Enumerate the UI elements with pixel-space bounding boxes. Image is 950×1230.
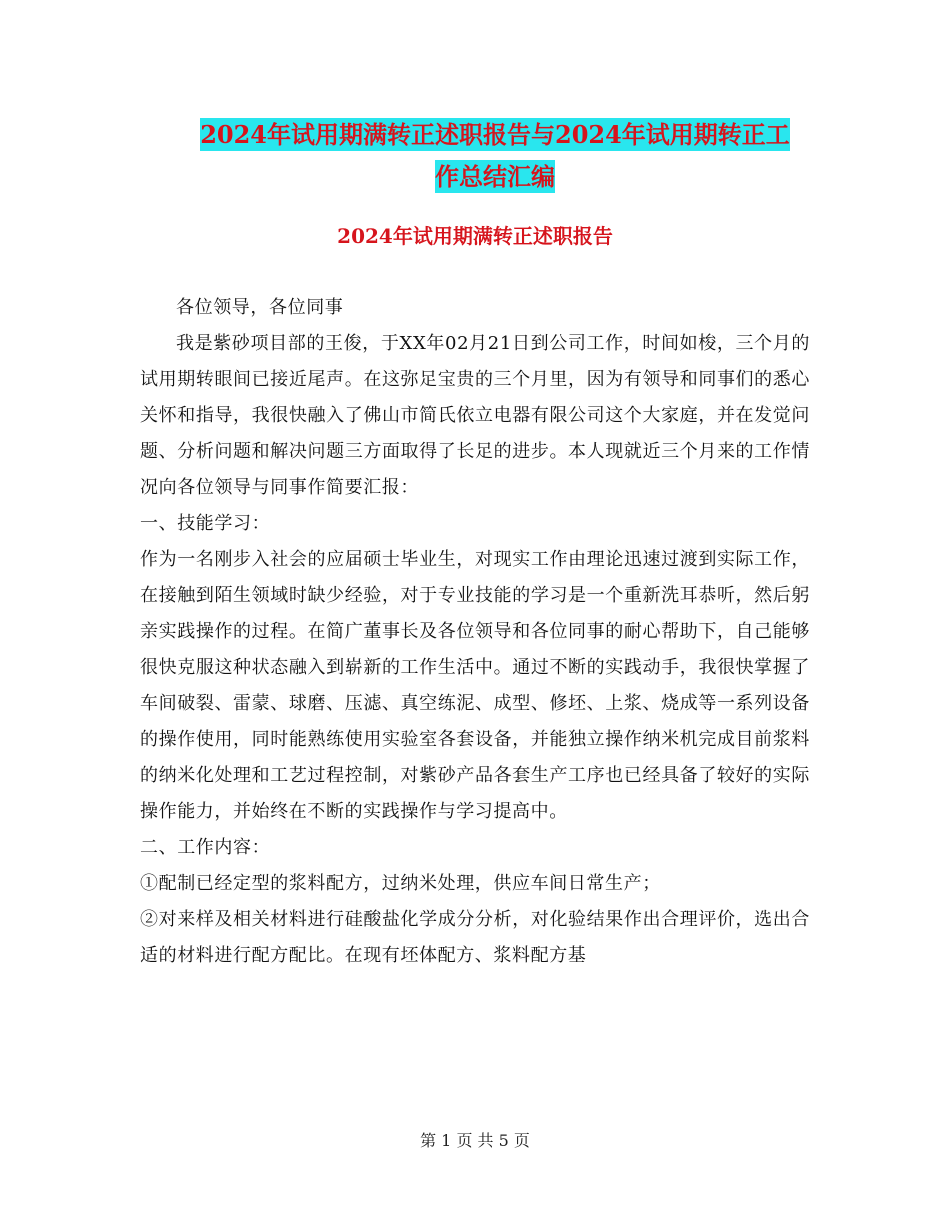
skill-learning-paragraph: 作为一名刚步入社会的应届硕士毕业生，对现实工作由理论迅速过渡到实际工作，在接触到陌生领域时缺少经验，对于专业技能的学习是一个重新洗耳恭听，然后躬亲实践操作的过程。在简广董事长及各位领导和各位同事的耐心帮助下，自己能够很快克服这种状态融入到崭新的工作生活中。通过不断的实践动手，我很快掌握了车间破裂、雷蒙、球磨、压滤、真空练泥、成型、修坯、上浆、烧成等一系列设备的操作使用，同时能熟练使用实验室各套设备，并能独立操作纳米机完成目前浆料的纳米化处理和工艺过程控制，对紫砂产品各套生产工序也已经具备了较好的实际操作能力，并始终在不断的实践操作与学习提高中。 — [140, 549, 810, 822]
section-title: 2024年试用期满转正述职报告 — [337, 224, 613, 248]
work-item-1: ①配制已经定型的浆料配方，过纳米处理，供应车间日常生产； — [140, 873, 661, 894]
main-title-line-1: 2024年试用期满转正述职报告与2024年试用期转正工 — [200, 120, 790, 149]
heading-skill-learning: 一、技能学习： — [140, 513, 271, 534]
work-item-2: ②对来样及相关材料进行硅酸盐化学成分分析，对化验结果作出合理评价，选出合适的材料进行配方配比。在现有坯体配方、浆料配方基 — [140, 909, 810, 966]
main-title-line-2: 作总结汇编 — [435, 162, 555, 191]
heading-work-content: 二、工作内容： — [140, 837, 271, 858]
document-body — [140, 290, 810, 974]
document-main-title — [140, 114, 850, 198]
salutation: 各位领导，各位同事 — [176, 297, 344, 318]
page-footer: 第 1 页 共 5 页 — [420, 1131, 530, 1150]
intro-paragraph: 我是紫砂项目部的王俊，于XX年02月21日到公司工作，时间如梭，三个月的试用期转眼间已接近尾声。在这弥足宝贵的三个月里，因为有领导和同事们的悉心关怀和指导，我很快融入了佛山市简氏依立电器有限公司这个大家庭，并在发觉问题、分析问题和解决问题三方面取得了长足的进步。本人现就近三个月来的工作情况向各位领导与同事作简要汇报： — [140, 333, 810, 498]
